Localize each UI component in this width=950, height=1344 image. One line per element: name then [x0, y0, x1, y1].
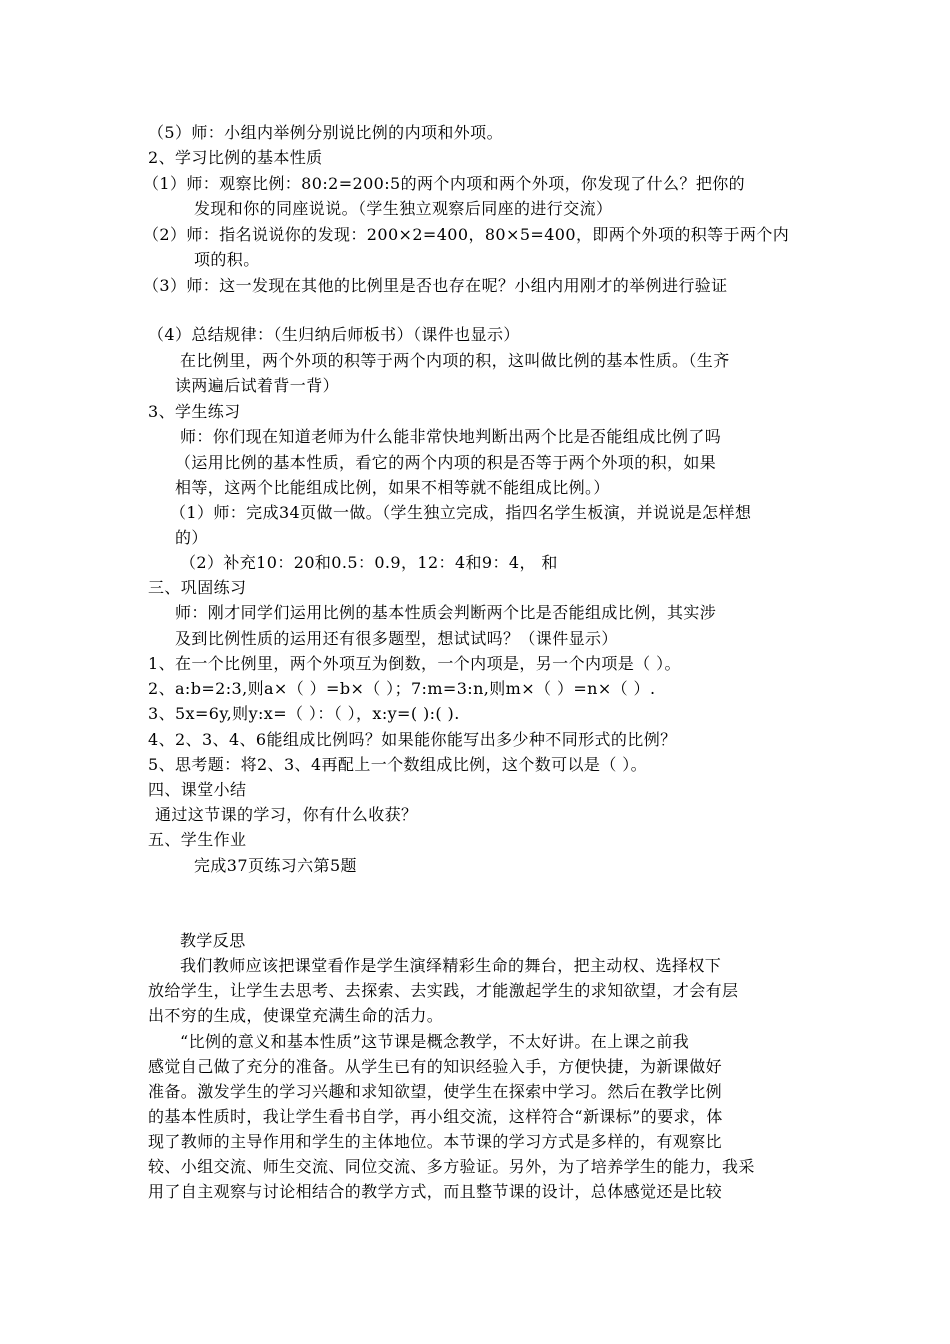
text-line: （5）师：小组内举例分别说比例的内项和外项。	[148, 123, 503, 142]
text-line: （2）师：指名说说你的发现：200×2=400，80×5=400，即两个外项的积等于两个内	[143, 225, 790, 244]
reflection-heading: 教学反思	[180, 931, 246, 950]
text-line: 通过这节课的学习，你有什么收获？	[155, 805, 418, 824]
text-line: 用了自主观察与讨论相结合的教学方式，而且整节课的设计，总体感觉还是比较	[148, 1182, 723, 1201]
text-line: 现了教师的主导作用和学生的主体地位。本节课的学习方式是多样的，有观察比	[148, 1132, 723, 1151]
text-line: （2）补充10：20和0.5：0.9，12：4和9：4， 和	[180, 553, 558, 572]
exercise-item: 3、5x=6y,则y:x=（ ）：（ ），x:y=( ):( ).	[148, 704, 460, 723]
text-line: 出不穷的生成，使课堂充满生命的活力。	[148, 1006, 444, 1025]
text-line: （4）总结规律：（生归纳后师板书）（课件也显示）	[148, 325, 520, 344]
section-heading: 3、学生练习	[148, 402, 241, 421]
exercise-item: 4、2、3、4、6能组成比例吗？如果能你能写出多少种不同形式的比例？	[148, 730, 677, 749]
text-line: （1）师：完成34页做一做。（学生独立完成，指四名学生板演，并说说是怎样想	[170, 503, 752, 522]
text-line: 放给学生，让学生去思考、去探索、去实践，才能激起学生的求知欲望，才会有层	[148, 981, 739, 1000]
text-line: 感觉自己做了充分的准备。从学生已有的知识经验入手，方便快捷，为新课做好	[148, 1057, 723, 1076]
text-line: 发现和你的同座说说。（学生独立观察后同座的进行交流）	[194, 199, 613, 218]
exercise-item: 2、a:b=2:3,则a×（ ）=b×（ ）；7:m=3:n,则m×（ ）=n×（ ）.	[148, 679, 656, 698]
text-line: 完成37页练习六第5题	[194, 856, 357, 875]
text-line: 项的积。	[194, 250, 260, 269]
text-line: 准备。激发学生的学习兴趣和求知欲望，使学生在探索中学习。然后在教学比例	[148, 1082, 723, 1101]
text-line: （3）师：这一发现在其他的比例里是否也存在呢？小组内用刚才的举例进行验证	[143, 276, 728, 295]
section-heading: 四、课堂小结	[148, 780, 247, 799]
text-line: 读两遍后试着背一背）	[175, 376, 340, 395]
text-line: （1）师：观察比例：80:2=200:5的两个内项和两个外项，你发现了什么？把你的	[143, 174, 746, 193]
text-line: 师：刚才同学们运用比例的基本性质会判断两个比是否能组成比例，其实涉	[175, 603, 717, 622]
text-line: 的）	[175, 528, 208, 547]
text-line: 及到比例性质的运用还有很多题型，想试试吗？（课件显示）	[175, 629, 618, 648]
exercise-item: 5、思考题：将2、3、4再配上一个数组成比例，这个数可以是（ ）。	[148, 755, 648, 774]
text-line: 的基本性质时，我让学生看书自学，再小组交流，这样符合“新课标”的要求，体	[148, 1107, 723, 1126]
section-heading: 五、学生作业	[148, 830, 247, 849]
text-line: 相等，这两个比能组成比例，如果不相等就不能组成比例。）	[175, 478, 610, 497]
text-line: （运用比例的基本性质，看它的两个内项的积是否等于两个外项的积，如果	[175, 453, 717, 472]
text-line: “比例的意义和基本性质”这节课是概念教学，不太好讲。在上课之前我	[180, 1032, 690, 1051]
section-heading: 2、学习比例的基本性质	[148, 148, 323, 167]
text-line: 师：你们现在知道老师为什么能非常快地判断出两个比是否能组成比例了吗	[180, 427, 722, 446]
section-heading: 三、巩固练习	[148, 578, 247, 597]
text-line: 较、小组交流、师生交流、同位交流、多方验证。另外，为了培养学生的能力，我采	[148, 1157, 755, 1176]
exercise-item: 1、在一个比例里，两个外项互为倒数，一个内项是，另一个内项是（ ）。	[148, 654, 681, 673]
text-line: 在比例里，两个外项的积等于两个内项的积，这叫做比例的基本性质。（生齐	[180, 351, 730, 370]
text-line: 我们教师应该把课堂看作是学生演绎精彩生命的舞台，把主动权、选择权下	[180, 956, 722, 975]
